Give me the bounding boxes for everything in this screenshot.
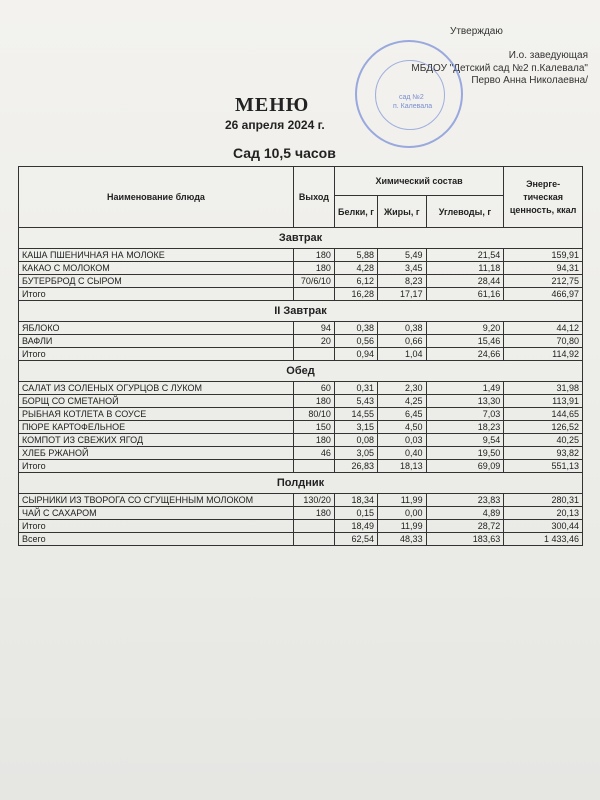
table-row (19, 447, 583, 460)
approval-person: Перво Анна Николаевна/ (471, 75, 588, 86)
table-row (19, 275, 583, 288)
carbs-cell: 13,30 (426, 395, 504, 408)
fat-cell: 0,40 (378, 447, 427, 460)
col-header-name: Наименование блюда (19, 167, 294, 228)
output-cell: 46 (293, 447, 334, 460)
energy-cell: 144,65 (504, 408, 583, 421)
output-cell: 150 (293, 421, 334, 434)
garden-group: Сад 10,5 часов (233, 145, 336, 161)
section-header (19, 301, 583, 322)
energy-cell: 114,92 (504, 348, 583, 361)
table-row (19, 460, 583, 473)
section-header (19, 473, 583, 494)
section-header (19, 228, 583, 249)
protein-cell: 62,54 (334, 533, 377, 546)
energy-cell: 113,91 (504, 395, 583, 408)
col-header-carbs: Углеводы, г (426, 196, 504, 228)
dish-name: САЛАТ ИЗ СОЛЕНЫХ ОГУРЦОВ С ЛУКОМ (19, 382, 294, 395)
carbs-cell: 21,54 (426, 249, 504, 262)
fat-cell: 11,99 (378, 520, 427, 533)
energy-cell: 40,25 (504, 434, 583, 447)
energy-cell: 300,44 (504, 520, 583, 533)
output-cell: 180 (293, 507, 334, 520)
menu-date: 26 апреля 2024 г. (225, 118, 325, 132)
section-title: Обед (19, 361, 583, 382)
energy-cell: 126,52 (504, 421, 583, 434)
protein-cell: 5,43 (334, 395, 377, 408)
output-cell (293, 348, 334, 361)
dish-name: Итого (19, 520, 294, 533)
table-row (19, 382, 583, 395)
fat-cell: 4,50 (378, 421, 427, 434)
carbs-cell: 24,66 (426, 348, 504, 361)
carbs-cell: 7,03 (426, 408, 504, 421)
dish-name: БОРЩ СО СМЕТАНОЙ (19, 395, 294, 408)
fat-cell: 6,45 (378, 408, 427, 421)
fat-cell: 2,30 (378, 382, 427, 395)
fat-cell: 48,33 (378, 533, 427, 546)
col-header-chem: Химический состав (334, 167, 503, 196)
table-row (19, 494, 583, 507)
stamp-text-2: п. Калевала (393, 103, 433, 110)
dish-name: ВАФЛИ (19, 335, 294, 348)
section-header (19, 361, 583, 382)
energy-cell: 94,31 (504, 262, 583, 275)
output-cell: 180 (293, 434, 334, 447)
protein-cell: 5,88 (334, 249, 377, 262)
protein-cell: 0,38 (334, 322, 377, 335)
menu-table-body (19, 228, 583, 546)
col-header-output: Выход (293, 167, 334, 228)
table-row (19, 395, 583, 408)
protein-cell: 3,15 (334, 421, 377, 434)
output-cell: 60 (293, 382, 334, 395)
energy-cell: 280,31 (504, 494, 583, 507)
energy-cell: 44,12 (504, 322, 583, 335)
output-cell: 70/6/10 (293, 275, 334, 288)
fat-cell: 0,66 (378, 335, 427, 348)
table-row (19, 288, 583, 301)
table-row (19, 249, 583, 262)
fat-cell: 0,38 (378, 322, 427, 335)
table-row (19, 533, 583, 546)
output-cell: 180 (293, 262, 334, 275)
protein-cell: 4,28 (334, 262, 377, 275)
carbs-cell: 28,44 (426, 275, 504, 288)
dish-name: ХЛЕБ РЖАНОЙ (19, 447, 294, 460)
carbs-cell: 19,50 (426, 447, 504, 460)
fat-cell: 0,03 (378, 434, 427, 447)
dish-name: Всего (19, 533, 294, 546)
output-cell (293, 288, 334, 301)
fat-cell: 3,45 (378, 262, 427, 275)
fat-cell: 11,99 (378, 494, 427, 507)
carbs-cell: 9,20 (426, 322, 504, 335)
dish-name: Итого (19, 348, 294, 361)
output-cell (293, 520, 334, 533)
fat-cell: 8,23 (378, 275, 427, 288)
table-row (19, 348, 583, 361)
dish-name: ЯБЛОКО (19, 322, 294, 335)
carbs-cell: 1,49 (426, 382, 504, 395)
col-header-energy: Энерге-тическая ценность, ккал (504, 167, 583, 228)
dish-name: РЫБНАЯ КОТЛЕТА В СОУСЕ (19, 408, 294, 421)
col-header-protein: Белки, г (334, 196, 377, 228)
table-row (19, 322, 583, 335)
energy-cell: 1 433,46 (504, 533, 583, 546)
protein-cell: 6,12 (334, 275, 377, 288)
dish-name: КОМПОТ ИЗ СВЕЖИХ ЯГОД (19, 434, 294, 447)
fat-cell: 1,04 (378, 348, 427, 361)
carbs-cell: 18,23 (426, 421, 504, 434)
approval-org: МБДОУ "Детский сад №2 п.Калевала" (411, 62, 588, 74)
carbs-cell: 69,09 (426, 460, 504, 473)
dish-name: СЫРНИКИ ИЗ ТВОРОГА СО СГУЩЕННЫМ МОЛОКОМ (19, 494, 294, 507)
dish-name: Итого (19, 288, 294, 301)
protein-cell: 0,94 (334, 348, 377, 361)
fat-cell: 18,13 (378, 460, 427, 473)
protein-cell: 14,55 (334, 408, 377, 421)
protein-cell: 18,34 (334, 494, 377, 507)
carbs-cell: 23,83 (426, 494, 504, 507)
carbs-cell: 15,46 (426, 335, 504, 348)
page-title: МЕНЮ (235, 94, 310, 116)
col-header-fat: Жиры, г (378, 196, 427, 228)
energy-cell: 70,80 (504, 335, 583, 348)
protein-cell: 16,28 (334, 288, 377, 301)
output-cell: 180 (293, 395, 334, 408)
output-cell: 180 (293, 249, 334, 262)
output-cell: 80/10 (293, 408, 334, 421)
protein-cell: 0,31 (334, 382, 377, 395)
energy-cell: 20,13 (504, 507, 583, 520)
table-row (19, 421, 583, 434)
menu-table (18, 166, 583, 546)
fat-cell: 5,49 (378, 249, 427, 262)
section-title: Полдник (19, 473, 583, 494)
dish-name: ПЮРЕ КАРТОФЕЛЬНОЕ (19, 421, 294, 434)
table-row (19, 434, 583, 447)
output-cell: 20 (293, 335, 334, 348)
energy-cell: 31,98 (504, 382, 583, 395)
carbs-cell: 28,72 (426, 520, 504, 533)
approval-position: И.о. заведующая (508, 50, 588, 61)
output-cell: 94 (293, 322, 334, 335)
table-row (19, 507, 583, 520)
approval-heading: Утверждаю (450, 26, 503, 37)
protein-cell: 18,49 (334, 520, 377, 533)
fat-cell: 0,00 (378, 507, 427, 520)
protein-cell: 0,08 (334, 434, 377, 447)
section-title: II Завтрак (19, 301, 583, 322)
output-cell: 130/20 (293, 494, 334, 507)
fat-cell: 17,17 (378, 288, 427, 301)
protein-cell: 0,56 (334, 335, 377, 348)
energy-cell: 466,97 (504, 288, 583, 301)
carbs-cell: 4,89 (426, 507, 504, 520)
dish-name: БУТЕРБРОД С СЫРОМ (19, 275, 294, 288)
carbs-cell: 11,18 (426, 262, 504, 275)
carbs-cell: 183,63 (426, 533, 504, 546)
round-stamp (355, 40, 463, 148)
energy-cell: 93,82 (504, 447, 583, 460)
energy-cell: 159,91 (504, 249, 583, 262)
table-row (19, 335, 583, 348)
dish-name: КАША ПШЕНИЧНАЯ НА МОЛОКЕ (19, 249, 294, 262)
stamp-text-1: сад №2 (399, 94, 424, 101)
protein-cell: 26,83 (334, 460, 377, 473)
dish-name: ЧАЙ С САХАРОМ (19, 507, 294, 520)
dish-name: КАКАО С МОЛОКОМ (19, 262, 294, 275)
carbs-cell: 9,54 (426, 434, 504, 447)
section-title: Завтрак (19, 228, 583, 249)
table-row (19, 262, 583, 275)
protein-cell: 3,05 (334, 447, 377, 460)
energy-cell: 551,13 (504, 460, 583, 473)
energy-cell: 212,75 (504, 275, 583, 288)
output-cell (293, 460, 334, 473)
table-row (19, 408, 583, 421)
protein-cell: 0,15 (334, 507, 377, 520)
output-cell (293, 533, 334, 546)
fat-cell: 4,25 (378, 395, 427, 408)
carbs-cell: 61,16 (426, 288, 504, 301)
table-row (19, 520, 583, 533)
dish-name: Итого (19, 460, 294, 473)
